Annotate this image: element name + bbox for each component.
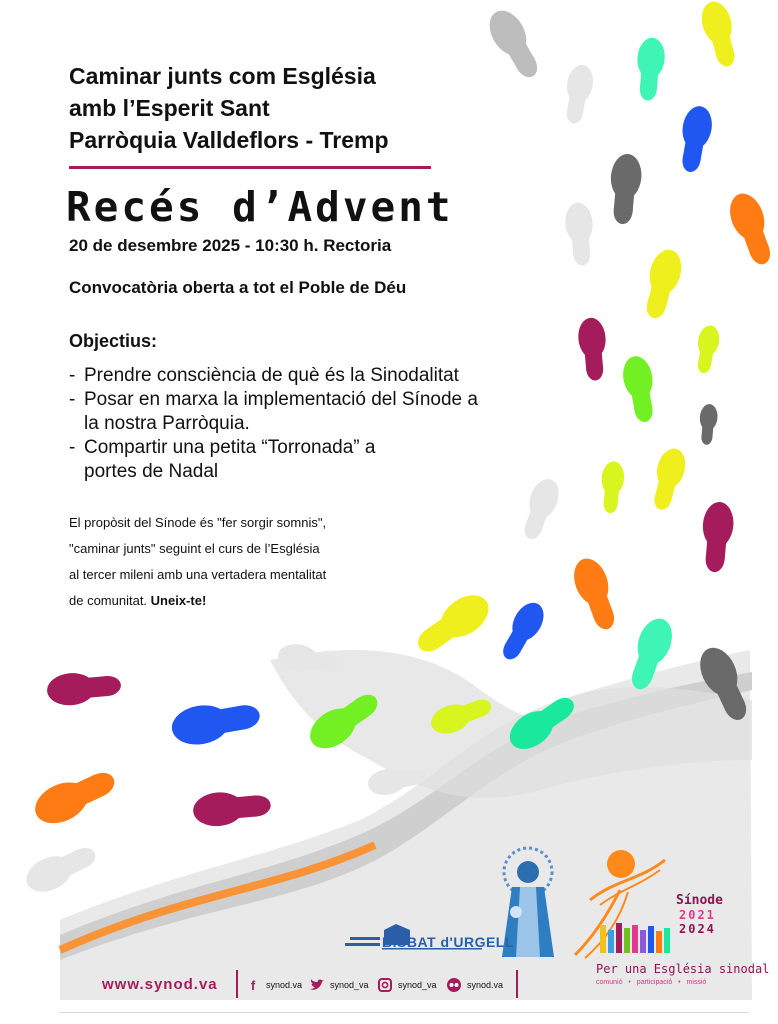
footprint: [724, 189, 778, 269]
objectives-list: [69, 364, 499, 484]
title-divider: [69, 166, 431, 169]
footprint: [599, 461, 626, 515]
footer-divider: [59, 1012, 749, 1013]
footprint: [698, 403, 719, 445]
flickr-icon: [447, 978, 461, 992]
footprint: [638, 246, 686, 322]
event-headline: Recés d’Advent: [66, 183, 454, 231]
instagram-handle: synod_va: [398, 980, 437, 990]
sinode-year-end: 2024: [679, 922, 716, 936]
title-line-2: amb l’Esperit Sant: [69, 95, 270, 121]
footprint: [517, 475, 564, 543]
facebook-handle: synod.va: [266, 980, 303, 990]
footprint: [169, 696, 263, 749]
footprint: [693, 324, 722, 375]
paragraph-line: [69, 588, 399, 614]
twitter-handle: synod_va: [330, 980, 369, 990]
synod-paragraph: [69, 510, 399, 614]
event-dateline: 20 de desembre 2025 - 10:30 h. Rectoria: [69, 236, 392, 255]
footprint: [564, 202, 597, 267]
paragraph-line: El propòsit del Sínode és "fer sorgir somnis",: [69, 515, 327, 530]
objective-item: - Posar en marxa la implementació del Sínode a la nostra Parròquia.: [69, 388, 479, 436]
footprint: [29, 762, 122, 831]
facebook-icon: f: [250, 977, 256, 993]
footprint: [409, 587, 496, 663]
footprint: [699, 501, 735, 574]
footprint: [577, 317, 610, 382]
objectives-heading: Objectius:: [69, 331, 158, 351]
sinode-subtagline: comunió • participació • missió: [596, 979, 707, 986]
footprint: [675, 104, 715, 175]
footprint: [46, 669, 123, 707]
website-link[interactable]: www.synod.va: [102, 976, 218, 993]
twitter-icon: [310, 978, 324, 992]
facebook-link[interactable]: [246, 975, 302, 995]
footer-separator: [236, 970, 238, 998]
footprint: [560, 63, 595, 126]
event-invitation: Convocatòria oberta a tot el Poble de Déu: [69, 278, 407, 297]
footer-separator: [516, 970, 518, 998]
footprint: [697, 0, 742, 70]
title-line-1: Caminar junts com Església: [69, 63, 376, 89]
footprint: [634, 37, 667, 102]
paragraph-line: al tercer mileni amb una vertadera mentalitat: [69, 567, 327, 582]
title-line-3: Parròquia Valldeflors - Tremp: [69, 127, 389, 153]
footprint: [647, 445, 690, 513]
footprint: [21, 838, 102, 898]
paragraph-line-text: de comunitat.: [69, 593, 151, 608]
page-title: [69, 60, 389, 156]
bisbat-logo-text: BISBAT d'URGELL: [382, 934, 514, 950]
flickr-handle: synod.va: [467, 980, 504, 990]
twitter-link[interactable]: [310, 975, 369, 995]
paragraph-line: "caminar junts" seguint el curs de l’Església: [69, 541, 320, 556]
footprint: [620, 354, 660, 425]
footprint: [495, 597, 550, 665]
instagram-link[interactable]: [378, 975, 437, 995]
sinode-logo-word: Sínode: [676, 893, 723, 908]
footprint: [482, 4, 547, 84]
sinode-year-start: 2021: [679, 908, 716, 922]
footprint: [607, 153, 643, 226]
instagram-icon: [378, 978, 392, 992]
footprint: [192, 788, 272, 828]
objective-item: - Compartir una petita “Torronada” a portes de Nadal: [69, 436, 389, 484]
footprint: [568, 554, 623, 634]
objective-item: - Prendre consciència de què és la Sinodalitat: [69, 364, 499, 388]
flickr-link[interactable]: [447, 975, 503, 995]
sinode-tagline: Per una Església sinodal: [596, 962, 770, 976]
call-to-action: Uneix-te!: [150, 593, 207, 608]
